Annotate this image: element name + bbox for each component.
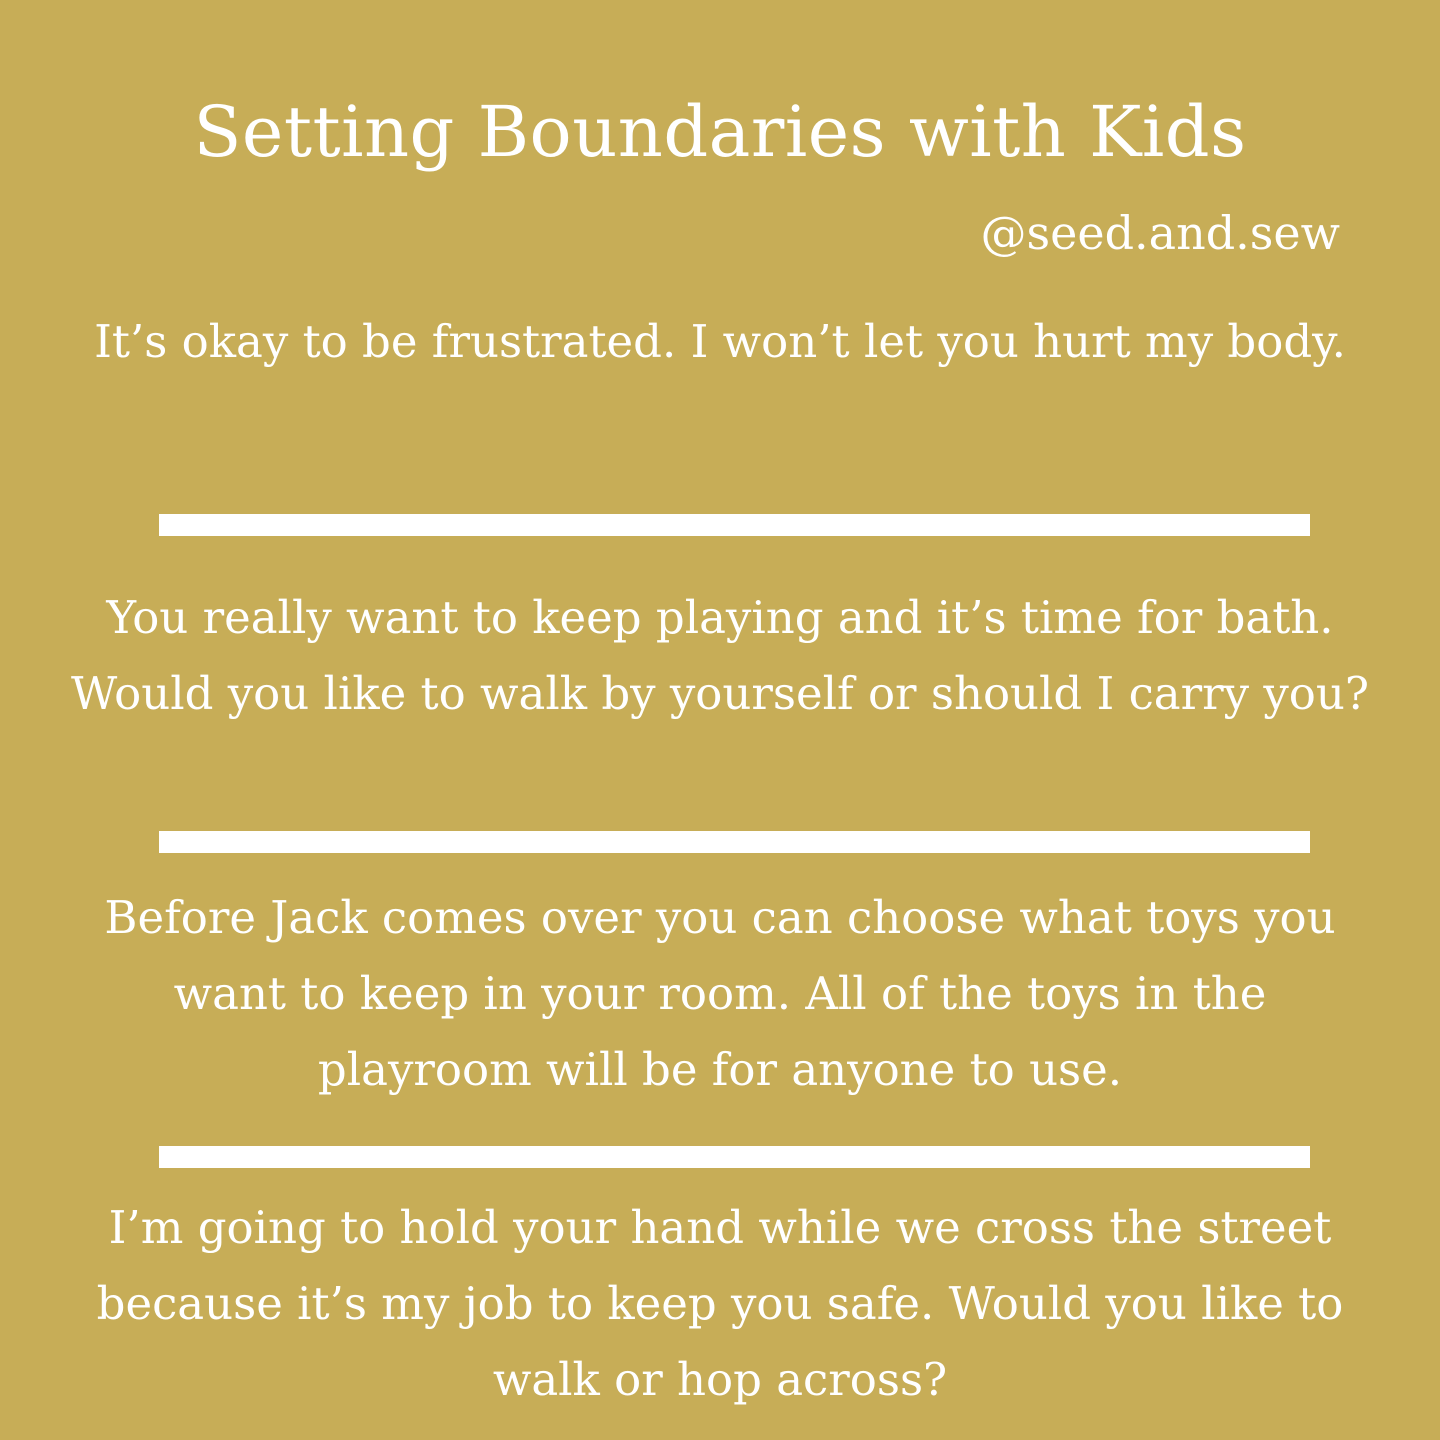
divider <box>159 1146 1310 1168</box>
page-title: Setting Boundaries with Kids <box>193 91 1247 173</box>
divider <box>159 831 1310 853</box>
statement-text: It’s okay to be frustrated. I won’t let you hurt my body. <box>94 315 1346 368</box>
statement-text: Before Jack comes over you can choose what toys you want to keep in your room. All of the toys in the playroom will be for anyone to use. <box>104 891 1336 1096</box>
statement-text: I’m going to hold your hand while we cross the street because it’s my job to keep you safe. Would you like to walk or hop across? <box>96 1201 1344 1406</box>
author-handle: @seed.and.sew <box>980 206 1340 260</box>
divider <box>159 514 1310 536</box>
statement-text: You really want to keep playing and it’s time for bath. Would you like to walk by yourself or should I carry you? <box>70 591 1369 720</box>
